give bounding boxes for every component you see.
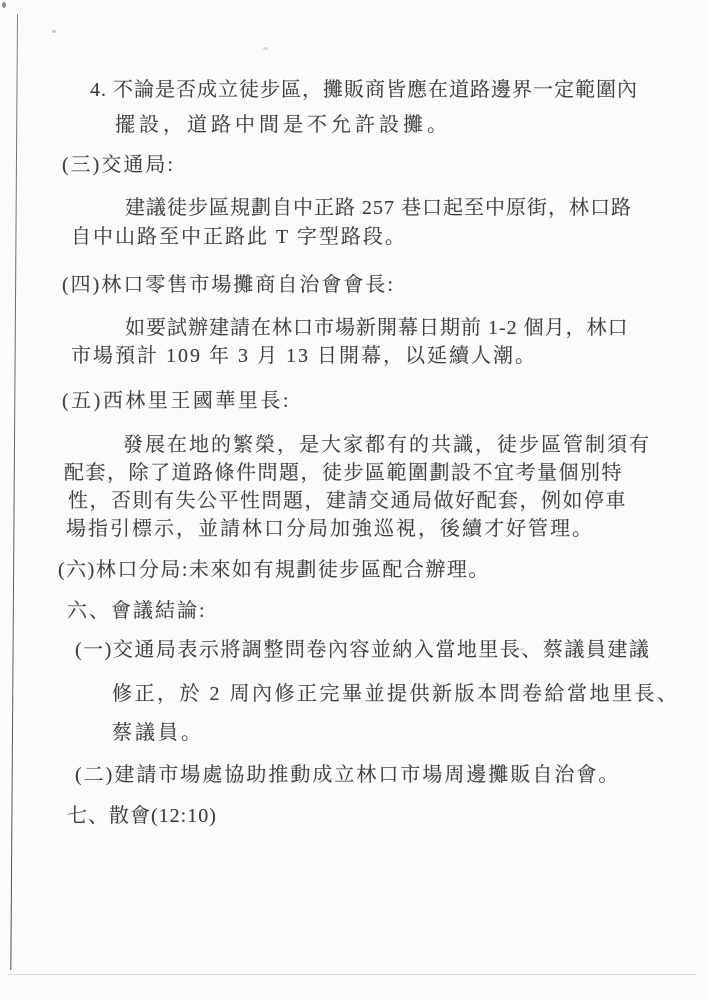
text-line: (六)林口分局:未來如有規劃徒步區配合辦理。: [58, 559, 490, 581]
text-line: 自中山路至中正路此 T 字型路段。: [71, 226, 407, 248]
text-line: (二)建請市場處協助推動成立林口市場周邊攤販自治會。: [75, 764, 621, 786]
scan-bottom-artifact: [8, 974, 696, 975]
scan-speck: [52, 30, 56, 33]
text-line: (三)交通局:: [62, 154, 175, 176]
text-line: 建議徒步區規劃自中正路 257 巷口起至中原街，林口路: [125, 197, 632, 219]
text-line: 4. 不論是否成立徒步區，攤販商皆應在道路邊界一定範圍內: [90, 79, 638, 101]
text-line: 市場預計 109 年 3 月 13 日開幕，以延續人潮。: [71, 345, 537, 367]
text-line: 蔡議員。: [112, 722, 204, 744]
text-line: 如要試辦建請在林口市場新開幕日期前 1-2 個月，林口: [125, 317, 629, 339]
text-line: (四)林口零售市場攤商自治會會長:: [62, 274, 395, 296]
text-line: (五)西林里王國華里長:: [62, 390, 291, 412]
text-line: (一)交通局表示將調整問卷內容並納入當地里長、蔡議員建議: [75, 639, 651, 661]
text-line: 配套，除了道路條件問題，徒步區範圍劃設不宜考量個別特: [64, 462, 623, 484]
text-line: 性，否則有失公平性問題，建請交通局做好配套，例如停車: [68, 490, 627, 512]
text-line: 修正，於 2 周內修正完畢並提供新版本問卷給當地里長、: [112, 683, 680, 705]
text-line: 擺設，道路中間是不允許設攤。: [115, 114, 451, 136]
text-line: 六、會議結論:: [67, 600, 207, 622]
text-line: 發展在地的繁榮，是大家都有的共識，徒步區管制須有: [123, 434, 651, 456]
text-line: 場指引標示，並請林口分局加強巡視，後續才好管理。: [66, 518, 594, 540]
scan-speck: [2, 2, 6, 8]
scan-edge-artifact: [10, 14, 18, 970]
text-line: 七、散會(12:10): [67, 805, 217, 827]
scan-speck: [263, 47, 268, 50]
